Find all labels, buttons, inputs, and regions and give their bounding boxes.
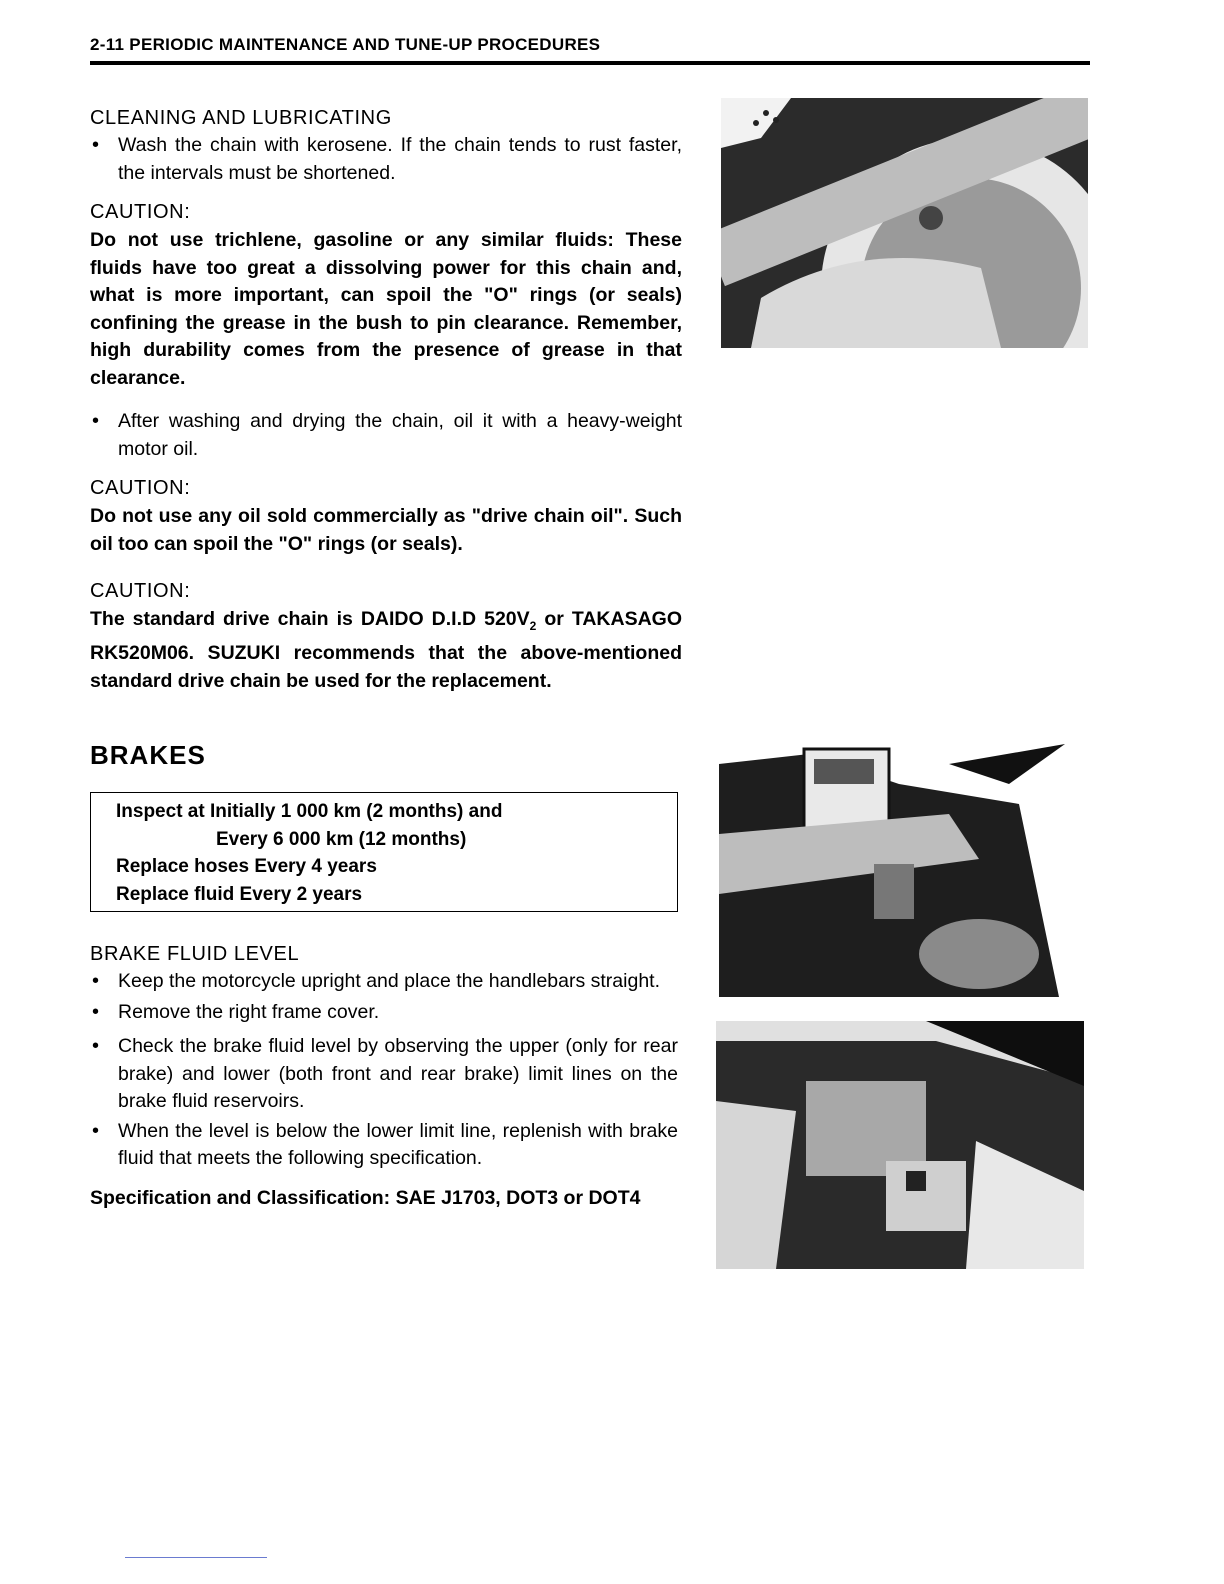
brake-fluid-spec: Specification and Classification: SAE J1703, DOT3 or DOT4	[90, 1186, 641, 1209]
cleaning-bullet-wash: • Wash the chain with kerosene. If the chain tends to rust faster, the intervals must be shortened.	[90, 132, 682, 187]
front-reservoir-photo	[719, 744, 1065, 997]
cleaning-heading: CLEANING AND LUBRICATING	[90, 107, 392, 129]
page-header: 2-11 PERIODIC MAINTENANCE AND TUNE-UP PROCEDURES	[90, 35, 1090, 65]
caution-text-2: Do not use any oil sold commercially as "drive chain oil". Such oil too can spoil the "O" rings (or seals).	[90, 505, 682, 555]
inspection-box	[90, 792, 678, 912]
caution-text-3a: The standard drive chain is DAIDO D.I.D 520V	[90, 608, 530, 630]
chain-photo	[721, 98, 1088, 348]
brake-fluid-heading: BRAKE FLUID LEVEL	[90, 943, 300, 965]
brakes-title: BRAKES	[90, 740, 206, 770]
inspect-line-4: Replace fluid Every 2 years	[116, 883, 363, 905]
caution-text-1: Do not use trichlene, gasoline or any similar fluids: These fluids have too great a dissolving power for this chain and, what is more important, can spoil the "O" rings (or seals) confining the grease in the bush to pin clearance. Remember, high durability comes from the presence of grease in that clearance.	[90, 229, 682, 389]
inspect-line-3: Replace hoses Every 4 years	[116, 856, 377, 877]
inspect-line-2: Every 6 000 km (12 months)	[216, 828, 467, 850]
caution-text-3b: or TAKASAGO RK520M06. SUZUKI recommends that the above-mentioned standard drive chain be used for the replacement.	[90, 608, 682, 692]
caution-title-3: CAUTION:	[90, 580, 191, 602]
brake-bullet-cover: • Remove the right frame cover.	[90, 999, 678, 1027]
cleaning-bullet-oil: • After washing and drying the chain, oil it with a heavy-weight motor oil.	[90, 408, 682, 463]
brake-fluid-section	[90, 943, 678, 1210]
cleaning-section	[90, 107, 682, 695]
inspect-line-1: Inspect at Initially 1 000 km (2 months) and	[116, 801, 503, 822]
rear-reservoir-photo	[716, 1021, 1084, 1269]
brake-bullet-replenish: • When the level is below the lower limit line, replenish with brake fluid that meets the following specification.	[90, 1118, 678, 1173]
brake-bullet-upright: • Keep the motorcycle upright and place the handlebars straight.	[90, 968, 678, 996]
caution-text-3	[90, 606, 682, 695]
caution-text-3-subscript: 2	[529, 618, 537, 633]
brake-bullet-check: • Check the brake fluid level by observing the upper (only for rear brake) and lower (both front and rear brake) limit lines on the brake fluid reservoirs.	[90, 1033, 678, 1116]
caution-title-1: CAUTION:	[90, 201, 191, 223]
caution-title-2: CAUTION:	[90, 477, 191, 499]
footer-rule	[125, 1557, 267, 1558]
